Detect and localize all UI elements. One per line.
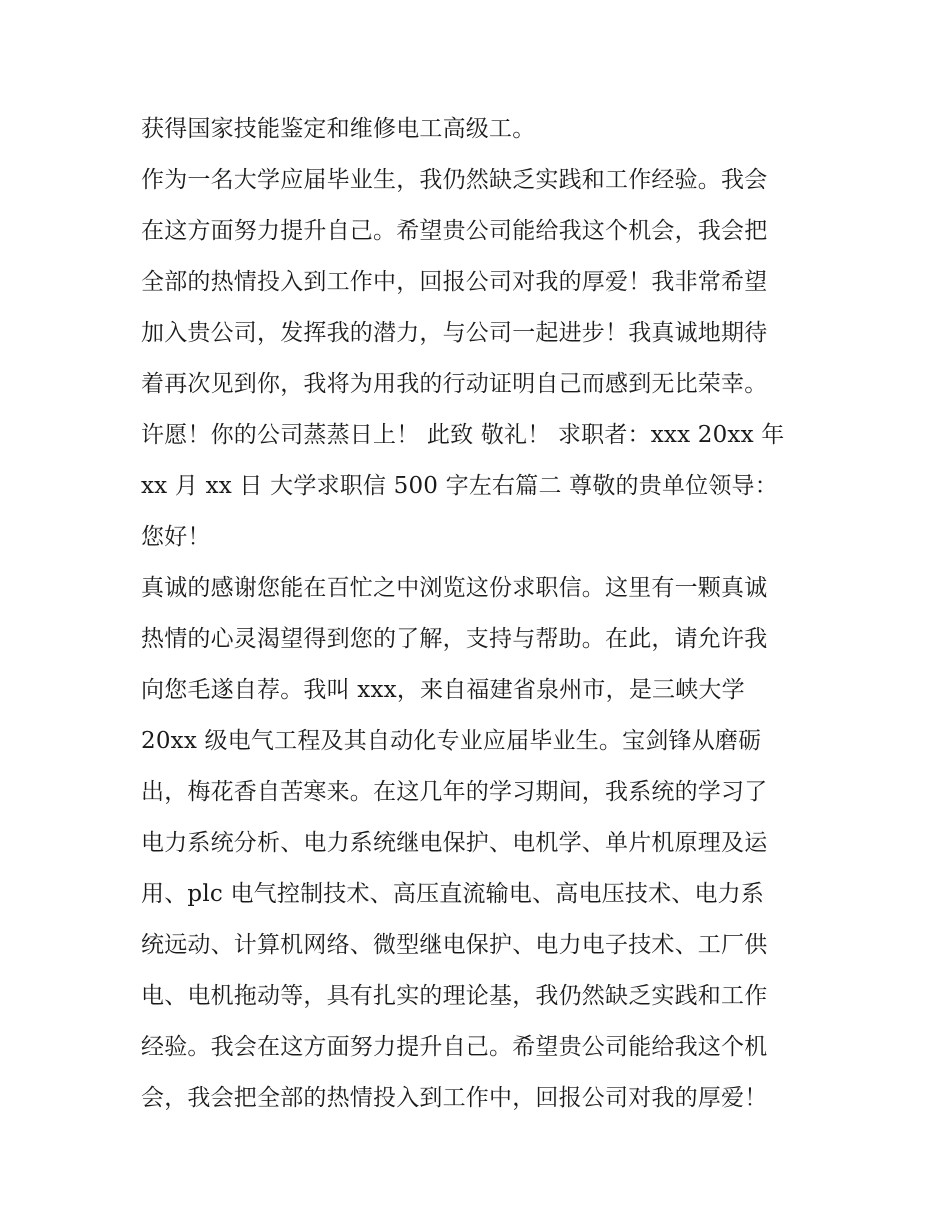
text-line: 电力系统分析、电力系统继电保护、电机学、单片机原理及运 (141, 830, 768, 856)
text-line: 向您毛遂自荐。我叫 xxx，来自福建省泉州市，是三峡大学 (141, 677, 745, 703)
text-line: 统远动、计算机网络、微型继电保护、电力电子技术、工厂供 (141, 932, 768, 958)
text-line: 经验。我会在这方面努力提升自己。希望贵公司能给我这个机 (141, 1034, 768, 1060)
text-line: 着再次见到你，我将为用我的行动证明自己而感到无比荣幸。 (141, 371, 768, 397)
text-line: 作为一名大学应届毕业生，我仍然缺乏实践和工作经验。我会 (141, 167, 768, 193)
text-line: 真诚的感谢您能在百忙之中浏览这份求职信。这里有一颗真诚 (141, 575, 768, 601)
text-line: 在这方面努力提升自己。希望贵公司能给我这个机会，我会把 (141, 218, 768, 244)
text-line: 获得国家技能鉴定和维修电工高级工。 (141, 116, 536, 142)
text-line: xx 月 xx 日 大学求职信 500 字左右篇二 尊敬的贵单位领导： (141, 473, 778, 499)
text-line: 出，梅花香自苦寒来。在这几年的学习期间，我系统的学习了 (141, 779, 768, 805)
text-line: 会，我会把全部的热情投入到工作中，回报公司对我的厚爱！ (141, 1085, 768, 1111)
text-line: 加入贵公司，发挥我的潜力，与公司一起进步！我真诚地期待 (141, 320, 768, 346)
text-line: 电、电机拖动等，具有扎实的理论基，我仍然缺乏实践和工作 (141, 983, 768, 1009)
text-line: 热情的心灵渴望得到您的了解，支持与帮助。在此，请允许我 (141, 626, 768, 652)
text-line: 20xx 级电气工程及其自动化专业应届毕业生。宝剑锋从磨砺 (141, 728, 762, 754)
text-line: 许愿！你的公司蒸蒸日上！ 此致 敬礼！ 求职者：xxx 20xx 年 (141, 422, 785, 448)
text-line: 您好！ (141, 524, 211, 550)
text-line: 用、plc 电气控制技术、高压直流输电、高电压技术、电力系 (141, 881, 765, 907)
text-line: 全部的热情投入到工作中，回报公司对我的厚爱！我非常希望 (141, 269, 768, 295)
